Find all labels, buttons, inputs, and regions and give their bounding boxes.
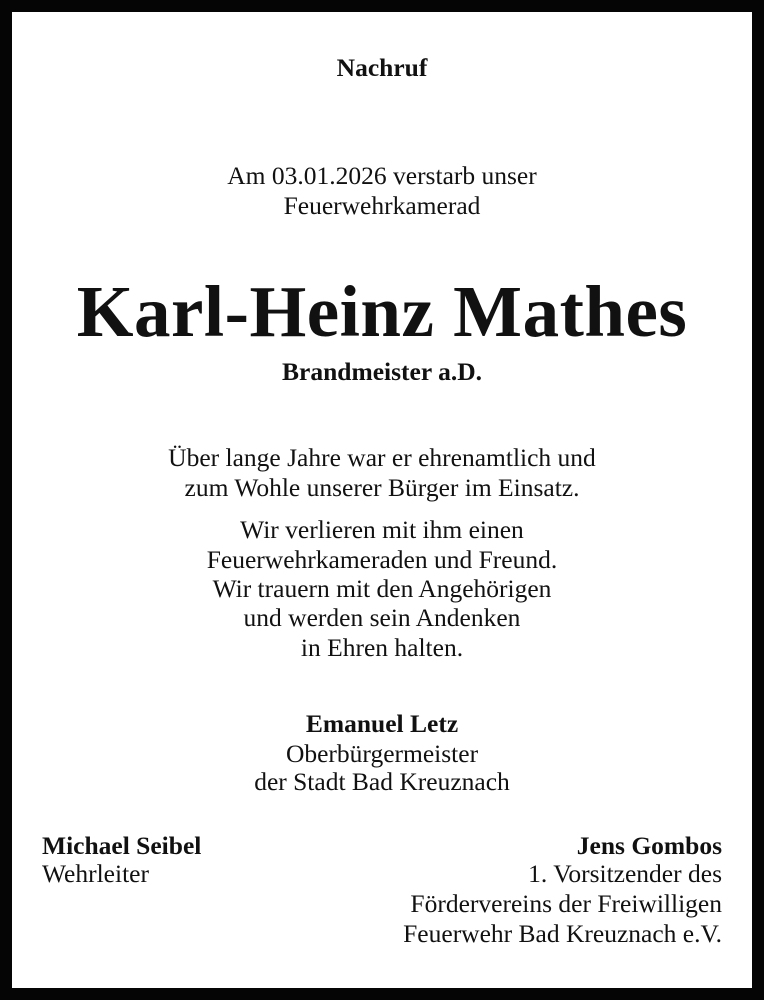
- signatory-right-title: Feuerwehr Bad Kreuznach e.V.: [403, 919, 722, 948]
- paragraph-line: zum Wohle unserer Bürger im Einsatz.: [184, 473, 580, 502]
- intro-line: Feuerwehrkamerad: [283, 191, 481, 220]
- signatory-right-title: Fördervereins der Freiwilligen: [410, 889, 722, 918]
- paragraph-line: Wir trauern mit den Angehörigen: [212, 574, 552, 603]
- intro-line: Am 03.01.2026 verstarb unser: [227, 161, 537, 190]
- signatory-center-name: Emanuel Letz: [305, 709, 459, 738]
- signatory-left-title: Wehrleiter: [42, 859, 149, 888]
- paragraph-line: Wir verlieren mit ihm einen: [240, 515, 524, 544]
- signatory-center-title: der Stadt Bad Kreuznach: [254, 767, 510, 796]
- paragraph-line: und werden sein Andenken: [243, 603, 521, 632]
- signatory-center-title: Oberbürgermeister: [285, 739, 479, 768]
- deceased-name: Karl-Heinz Mathes: [76, 271, 688, 352]
- deceased-rank: Brandmeister a.D.: [282, 357, 482, 386]
- paragraph-line: in Ehren halten.: [300, 633, 464, 662]
- heading: Nachruf: [336, 53, 428, 82]
- signatory-right-name: Jens Gombos: [576, 831, 722, 860]
- signatory-right-title: 1. Vorsitzender des: [528, 859, 722, 888]
- paragraph-line: Feuerwehrkameraden und Freund.: [206, 545, 558, 574]
- signatory-left-name: Michael Seibel: [42, 831, 202, 860]
- paragraph-line: Über lange Jahre war er ehrenamtlich und: [168, 443, 596, 472]
